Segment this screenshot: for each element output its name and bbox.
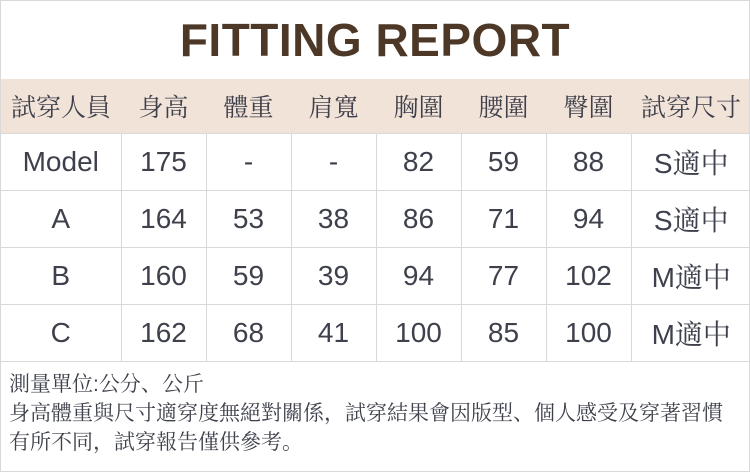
- table-cell: 100: [376, 305, 461, 362]
- table-cell: 59: [461, 134, 546, 191]
- column-header-hip: 臀圍: [546, 79, 631, 134]
- title-bar: [1, 1, 749, 79]
- notes: [1, 362, 749, 457]
- table-cell: M適中: [631, 305, 750, 362]
- table-cell: -: [291, 134, 376, 191]
- table-cell: 94: [546, 191, 631, 248]
- table-cell: A: [1, 191, 121, 248]
- column-header-tester: 試穿人員: [1, 79, 121, 134]
- table-cell: 86: [376, 191, 461, 248]
- table-cell: 100: [546, 305, 631, 362]
- table-cell: 175: [121, 134, 206, 191]
- column-header-waist: 腰圍: [461, 79, 546, 134]
- table-cell: 85: [461, 305, 546, 362]
- table-cell: 38: [291, 191, 376, 248]
- table-cell: 162: [121, 305, 206, 362]
- column-header-size: 試穿尺寸: [631, 79, 750, 134]
- table-cell: 41: [291, 305, 376, 362]
- column-header-shoulder: 肩寬: [291, 79, 376, 134]
- column-header-chest: 胸圍: [376, 79, 461, 134]
- table-cell: C: [1, 305, 121, 362]
- table-row: [1, 191, 750, 248]
- table-cell: 39: [291, 248, 376, 305]
- notes-units-line: 測量單位:公分、公斤: [9, 373, 204, 396]
- table-cell: S適中: [631, 134, 750, 191]
- table-cell: 53: [206, 191, 291, 248]
- table-cell: Model: [1, 134, 121, 191]
- table-header-row: [1, 79, 750, 134]
- notes-disclaimer-line: 身高體重與尺寸適穿度無絕對關係，試穿結果會因版型、個人感受及穿著習慣有所不同，試穿報告僅供參考。: [9, 402, 723, 454]
- table-cell: 68: [206, 305, 291, 362]
- report-title: FITTING REPORT: [179, 14, 571, 66]
- table-row: [1, 305, 750, 362]
- table-row: [1, 248, 750, 305]
- table-cell: 71: [461, 191, 546, 248]
- table-cell: B: [1, 248, 121, 305]
- column-header-height: 身高: [121, 79, 206, 134]
- table-cell: 160: [121, 248, 206, 305]
- table-cell: 94: [376, 248, 461, 305]
- table-cell: 164: [121, 191, 206, 248]
- table-cell: -: [206, 134, 291, 191]
- table-cell: 82: [376, 134, 461, 191]
- column-header-weight: 體重: [206, 79, 291, 134]
- table-cell: 77: [461, 248, 546, 305]
- table-cell: 102: [546, 248, 631, 305]
- table-row: [1, 134, 750, 191]
- table-cell: M適中: [631, 248, 750, 305]
- table-cell: S適中: [631, 191, 750, 248]
- table-cell: 59: [206, 248, 291, 305]
- fitting-table: [1, 79, 750, 362]
- table-cell: 88: [546, 134, 631, 191]
